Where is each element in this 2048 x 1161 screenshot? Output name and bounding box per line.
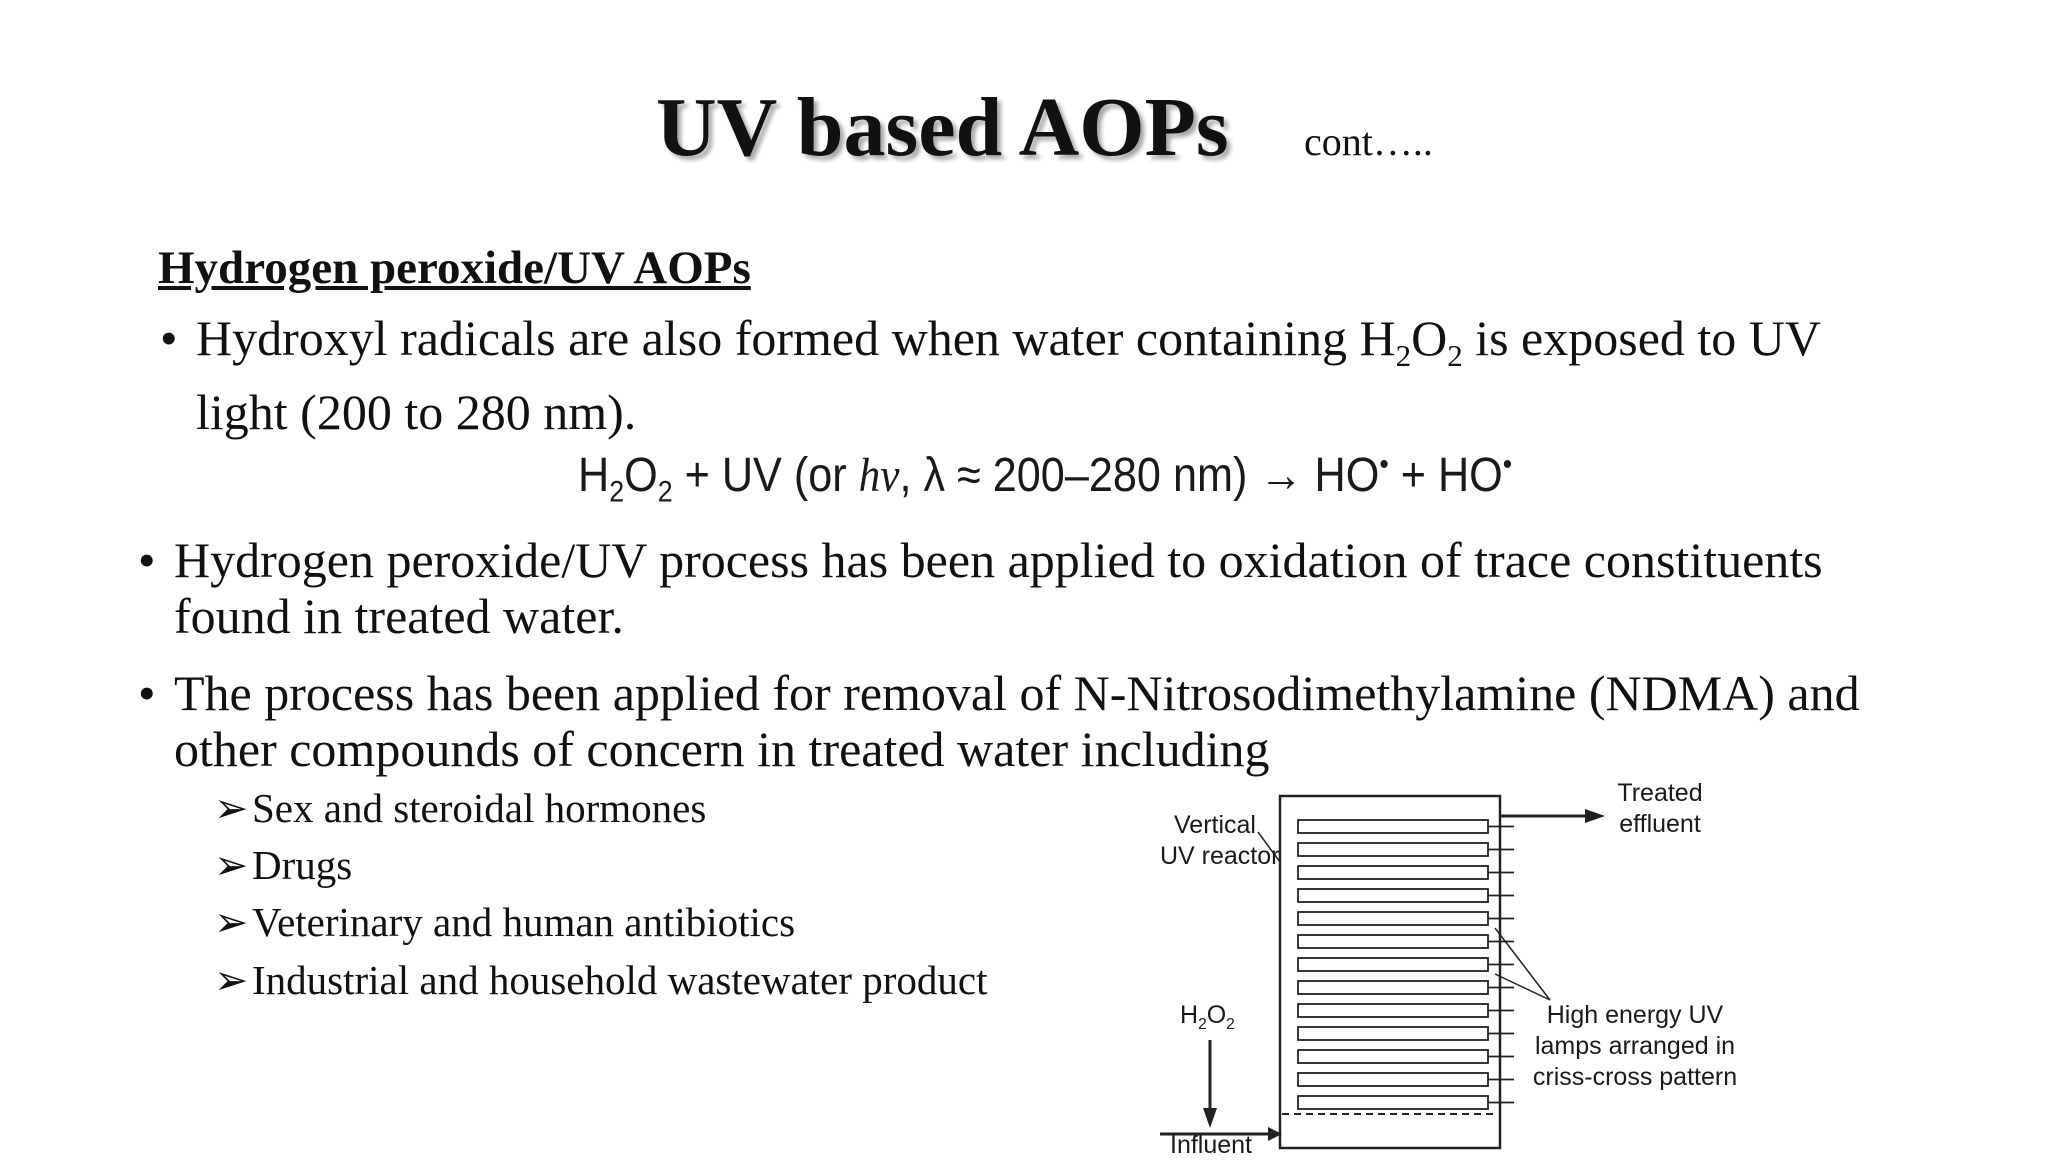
bullet-dot: • xyxy=(138,665,156,721)
title-suffix: cont….. xyxy=(1304,119,1433,164)
uv-lamp xyxy=(1298,958,1488,971)
uv-lamp xyxy=(1298,1027,1488,1040)
uv-lamps xyxy=(1298,820,1514,1109)
label-h2o2: $H_2O_2$ xyxy=(1180,1001,1235,1033)
uv-lamp xyxy=(1298,1096,1488,1109)
label-influent: Influent xyxy=(1170,1131,1253,1159)
arrow-bullet-icon: ➢ xyxy=(214,842,249,888)
bullet-trace-constituents: • Hydrogen peroxide/UV process has been applied to oxidation of trace constituents found in treated water. xyxy=(138,532,1823,644)
sub-item-wastewater: ➢Industrial and household wastewater product xyxy=(214,954,988,1006)
uv-lamp xyxy=(1298,889,1488,902)
photolysis-equation: $H_2O_2$ + UV (or hν, λ ≈ 200–280 nm) → HO• + HO• xyxy=(578,448,1513,509)
uv-lamp xyxy=(1298,912,1488,925)
label-high-energy-uv-lamps: High energy UV lamps arranged in criss-cross pattern xyxy=(1532,1001,1738,1091)
bullet-dot: • xyxy=(138,532,156,588)
sub-item-antibiotics: ➢Veterinary and human antibiotics xyxy=(214,896,795,948)
uv-lamp xyxy=(1298,1004,1488,1017)
sub-item-drugs: ➢Drugs xyxy=(214,839,352,891)
uv-lamp xyxy=(1298,981,1488,994)
uv-reactor-diagram xyxy=(1130,778,1770,1159)
uv-lamp xyxy=(1298,935,1488,948)
uv-lamp xyxy=(1298,866,1488,879)
bullet-dot: • xyxy=(160,310,178,366)
slide-title: UV based AOPs xyxy=(656,81,1229,174)
sub-item-hormones: ➢Sex and steroidal hormones xyxy=(214,782,706,834)
arrow-bullet-icon: ➢ xyxy=(214,957,249,1003)
section-heading: Hydrogen peroxide/UV AOPs xyxy=(158,242,751,294)
bullet-hydroxyl-radicals: • Hydroxyl radicals are also formed when water containing $H_2O_2$ is exposed to UV light (200 to 280 nm). xyxy=(160,310,1821,440)
uv-lamp xyxy=(1298,1050,1488,1063)
arrow-bullet-icon: ➢ xyxy=(214,785,249,831)
uv-lamp xyxy=(1298,820,1488,833)
label-treated-effluent: Treated effluent xyxy=(1617,779,1703,838)
h2o2-arrow-icon xyxy=(1203,1108,1217,1128)
uv-lamp xyxy=(1298,1073,1488,1086)
uv-lamp xyxy=(1298,843,1488,856)
label-vertical-uv-reactor: Vertical UV reactor xyxy=(1160,811,1280,870)
bullet-ndma-removal: • The process has been applied for removal of N-Nitrosodimethylamine (NDMA) and other compounds of concern in treated water including xyxy=(138,665,1860,777)
arrow-bullet-icon: ➢ xyxy=(214,899,249,945)
